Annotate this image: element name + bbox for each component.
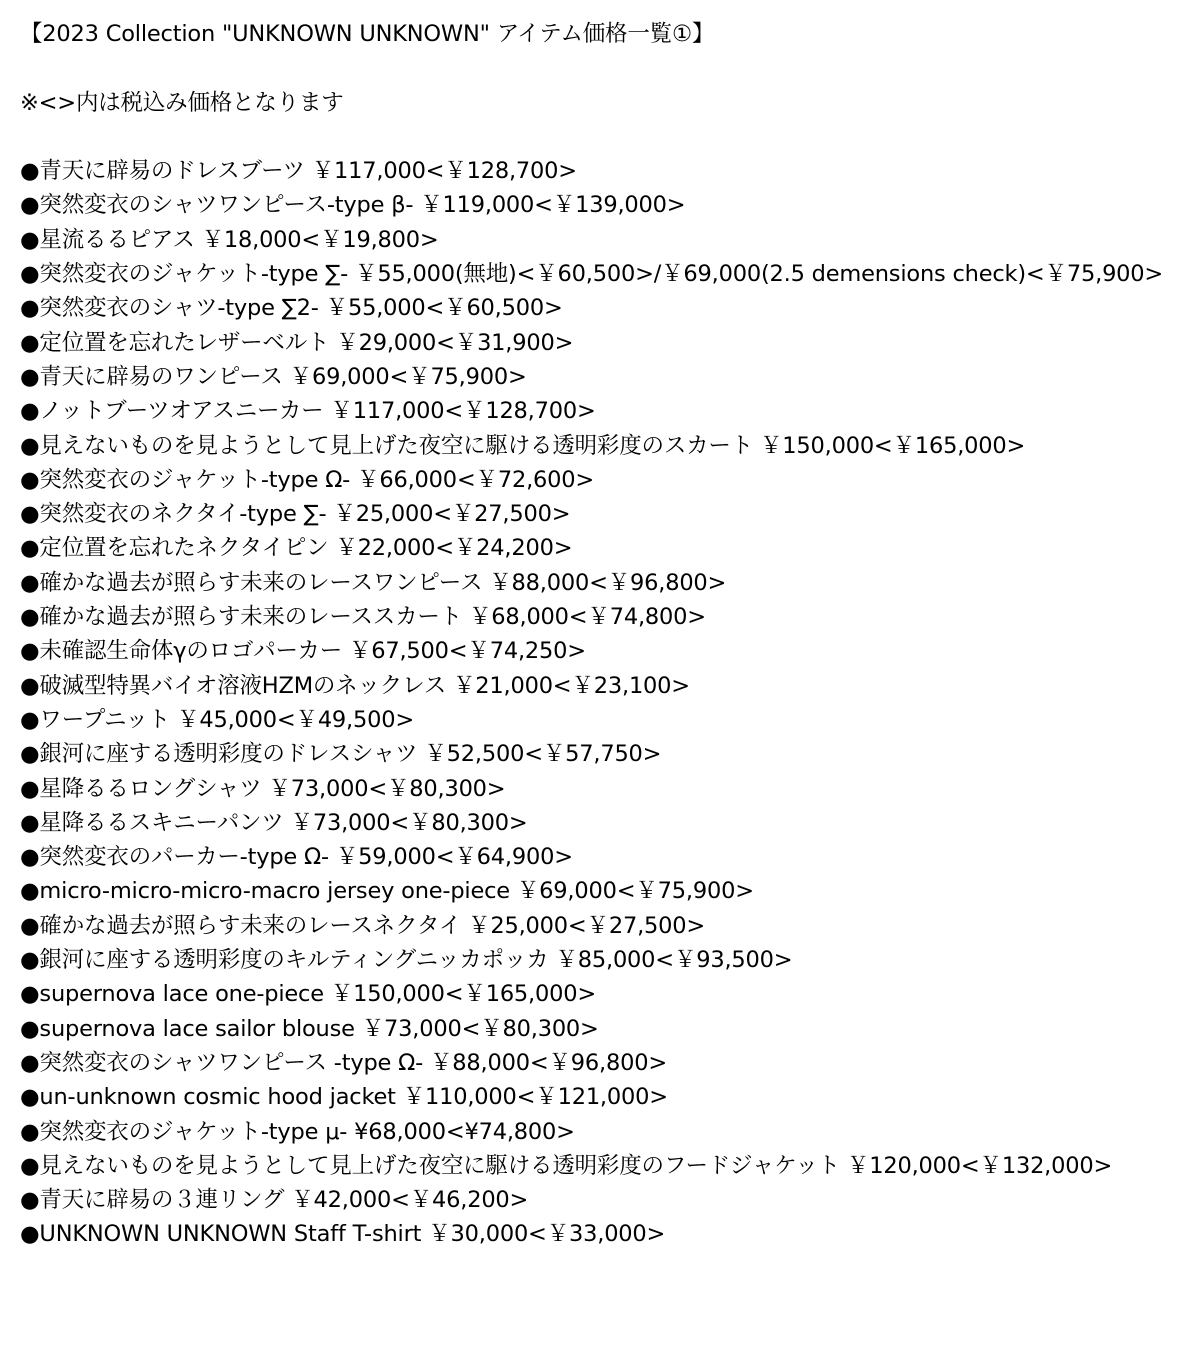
list-item: ●突然変衣のシャツワンピース-type β- ￥119,000<￥139,000> xyxy=(20,192,686,219)
list-item: ●確かな過去が照らす未来のレースワンピース ￥88,000<￥96,800> xyxy=(20,569,727,596)
list-item: ●突然変衣のシャツ-type ∑2- ￥55,000<￥60,500> xyxy=(20,295,563,322)
list-item: ●supernova lace sailor blouse ￥73,000<￥80,300> xyxy=(20,1015,599,1042)
list-item: ●定位置を忘れたレザーベルト ￥29,000<￥31,900> xyxy=(20,329,574,356)
list-item: ●星流るるピアス ￥18,000<￥19,800> xyxy=(20,226,439,253)
list-item: ●破滅型特異バイオ溶液HZMのネックレス ￥21,000<￥23,100> xyxy=(20,672,690,699)
list-item: ●見えないものを見ようとして見上げた夜空に駆ける透明彩度のスカート ￥150,000<￥165,000> xyxy=(20,432,1026,459)
list-item: ●UNKNOWN UNKNOWN Staff T-shirt ￥30,000<￥33,000> xyxy=(20,1221,666,1248)
list-item: ●銀河に座する透明彩度のドレスシャツ ￥52,500<￥57,750> xyxy=(20,741,662,768)
page-title: 【2023 Collection "UNKNOWN UNKNOWN" アイテム価格一覧①】 xyxy=(20,21,715,47)
list-item: ●未確認生命体γのロゴパーカー ￥67,500<￥74,250> xyxy=(20,638,586,665)
list-item: ●星降るるロングシャツ ￥73,000<￥80,300> xyxy=(20,775,506,802)
list-item: ●青天に辟易のドレスブーツ ￥117,000<￥128,700> xyxy=(20,158,577,185)
list-item: ●銀河に座する透明彩度のキルティングニッカポッカ ￥85,000<￥93,500> xyxy=(20,947,793,974)
list-item: ●micro-micro-micro-macro jersey one-piece ￥69,000<￥75,900> xyxy=(20,878,754,905)
list-item: ●定位置を忘れたネクタイピン ￥22,000<￥24,200> xyxy=(20,535,573,562)
list-item: ●un-unknown cosmic hood jacket ￥110,000<￥121,000> xyxy=(20,1084,668,1111)
list-item: ●確かな過去が照らす未来のレースネクタイ ￥25,000<￥27,500> xyxy=(20,912,706,939)
list-item: ●青天に辟易のワンピース ￥69,000<￥75,900> xyxy=(20,363,527,390)
item-price-list xyxy=(20,154,1180,1252)
list-item: ●突然変衣のシャツワンピース -type Ω- ￥88,000<￥96,800> xyxy=(20,1049,667,1076)
tax-note: ※<>内は税込み価格となります xyxy=(20,89,344,116)
list-item: ●ワープニット ￥45,000<￥49,500> xyxy=(20,706,414,733)
blank-line xyxy=(20,120,1180,154)
list-item: ●supernova lace one-piece ￥150,000<￥165,000> xyxy=(20,981,597,1008)
list-item: ●突然変衣のジャケット-type Ω- ￥66,000<￥72,600> xyxy=(20,466,595,493)
list-item: ●星降るるスキニーパンツ ￥73,000<￥80,300> xyxy=(20,809,528,836)
blank-line xyxy=(20,51,1180,85)
list-item: ●ノットブーツオアスニーカー ￥117,000<￥128,700> xyxy=(20,398,596,425)
list-item: ●確かな過去が照らす未来のレーススカート ￥68,000<￥74,800> xyxy=(20,604,706,631)
list-item: ●突然変衣のネクタイ-type ∑- ￥25,000<￥27,500> xyxy=(20,501,571,528)
list-item: ●突然変衣のパーカー-type Ω- ￥59,000<￥64,900> xyxy=(20,844,573,871)
list-item: ●突然変衣のジャケット-type ∑- ￥55,000(無地)<￥60,500>/￥69,000(2.5 demensions check)<￥75,900> xyxy=(20,261,1164,288)
list-item: ●見えないものを見ようとして見上げた夜空に駆ける透明彩度のフードジャケット ￥120,000<￥132,000> xyxy=(20,1152,1113,1179)
list-item: ●突然変衣のジャケット-type μ- ¥68,000<¥74,800> xyxy=(20,1118,575,1145)
list-item: ●青天に辟易の３連リング ￥42,000<￥46,200> xyxy=(20,1187,529,1214)
